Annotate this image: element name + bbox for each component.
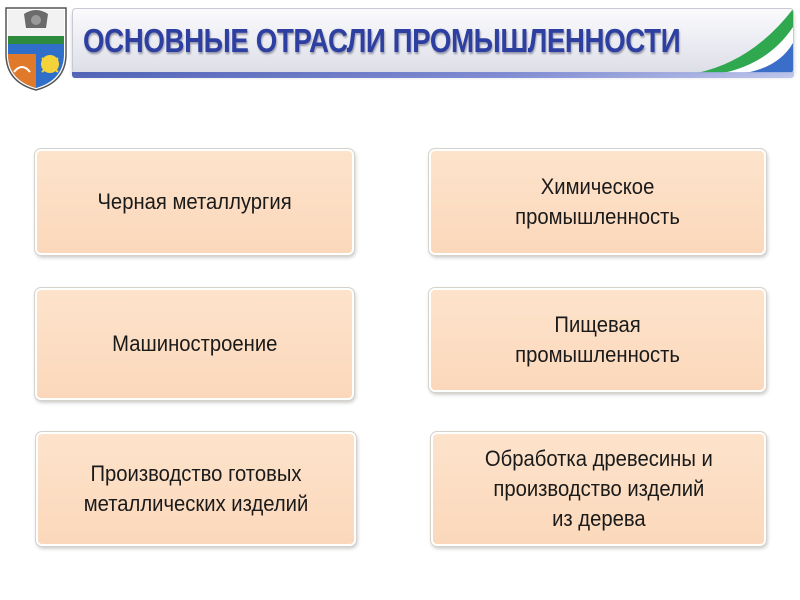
industry-box-food bbox=[429, 288, 766, 392]
slide-header bbox=[0, 0, 800, 96]
industry-label: Производство готовых металлических изделий bbox=[83, 461, 309, 516]
industry-box-ferrous-metallurgy bbox=[35, 149, 354, 255]
industry-label: Машиностроение bbox=[111, 331, 278, 356]
industry-label: Химическое промышленность bbox=[515, 174, 680, 229]
flag-corner-icon bbox=[683, 9, 793, 73]
industry-label: Обработка древесины и производство изделий из дерева bbox=[484, 446, 713, 531]
header-underline bbox=[72, 72, 794, 78]
industry-box-chemical bbox=[429, 149, 766, 255]
coat-of-arms-icon bbox=[2, 2, 70, 92]
title-bar bbox=[72, 8, 794, 74]
industry-box-metal-products bbox=[36, 432, 356, 546]
industry-label: Пищевая промышленность bbox=[515, 312, 680, 367]
industry-box-machine-building bbox=[35, 288, 354, 400]
page-title: ОСНОВНЫЕ ОТРАСЛИ ПРОМЫШЛЕННОСТИ bbox=[83, 22, 681, 59]
industry-label: Черная металлургия bbox=[97, 189, 292, 214]
industry-box-woodworking bbox=[431, 432, 766, 546]
